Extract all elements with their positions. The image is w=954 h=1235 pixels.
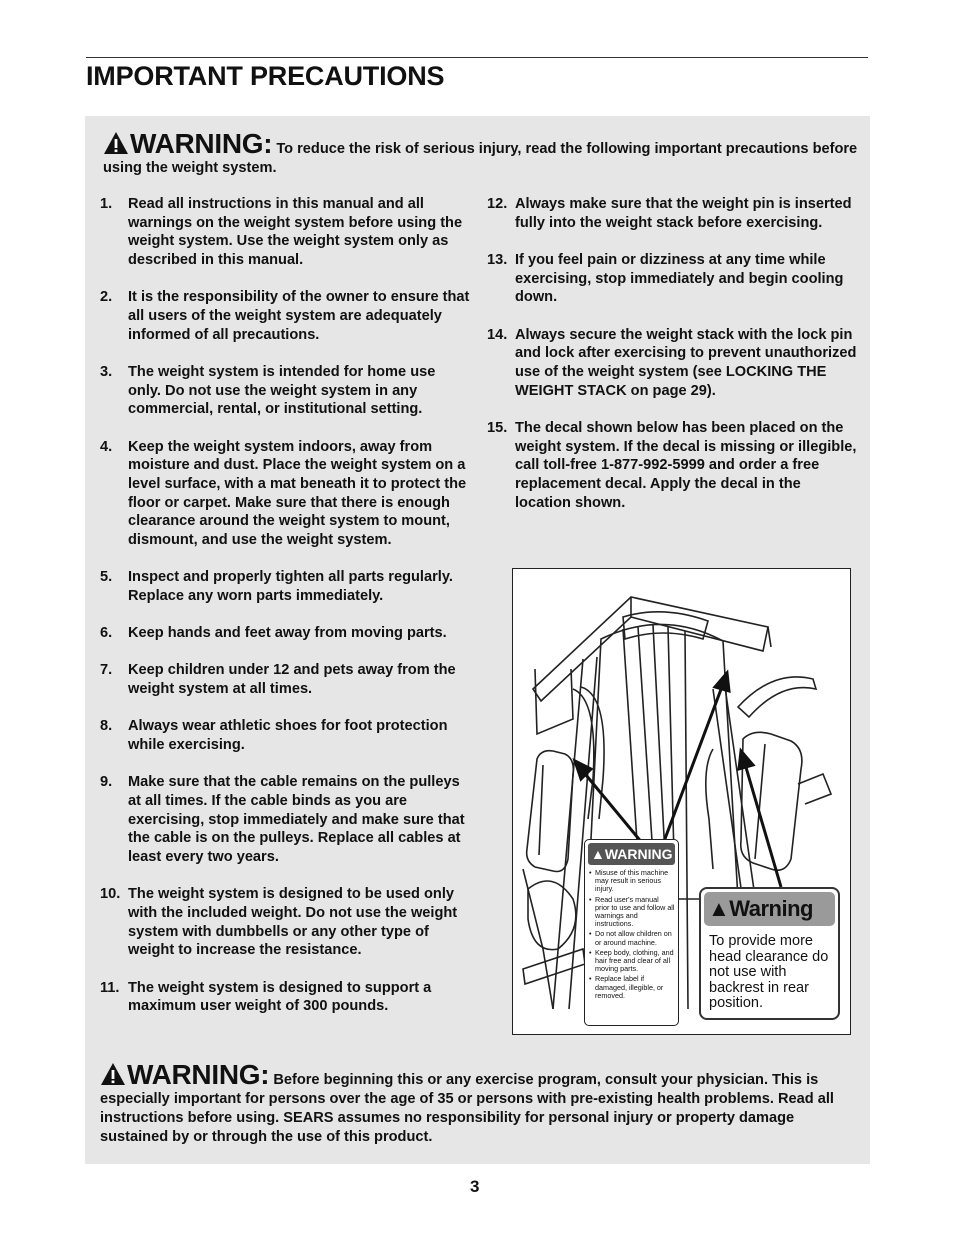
precaution-item — [100, 195, 470, 270]
precaution-item — [100, 288, 470, 344]
precaution-text: Always wear athletic shoes for foot protection while exercising. — [128, 718, 448, 753]
decal-small-header: ▲WARNING — [588, 843, 675, 865]
precaution-number: 1. — [100, 196, 113, 212]
decal-large-header-text: Warning — [729, 896, 813, 921]
precaution-number: 8. — [100, 718, 113, 735]
precaution-item — [100, 885, 470, 960]
precaution-text: Read all instructions in this manual and all warnings on the weight system before using the weight system. Use the weight system only as described in this manual. — [128, 196, 463, 269]
precaution-item — [100, 438, 470, 550]
decal-bullet: • Read user's manual prior to use and follow all warnings and instructions. — [589, 896, 675, 929]
warning-heading: WARNING: — [130, 128, 273, 159]
precautions-list-right — [487, 195, 857, 512]
precaution-text: Make sure that the cable remains on the pulleys at all times. If the cable binds as you are exercising, stop immediately and make sure that the cable is on the pulleys. Replace all cables at least every two years. — [128, 774, 465, 865]
precaution-text: The weight system is designed to be used only with the included weight. Do not use the weight system with dumbbells or any other type of weight to increase the resistance. — [128, 886, 458, 959]
decal-small-header-text: WARNING — [604, 846, 673, 862]
precaution-text: Keep children under 12 and pets away from the weight system at all times. — [128, 662, 456, 698]
precaution-text: Keep the weight system indoors, away from moisture and dust. Place the weight system on a level surface, with a mat beneath it to protect the floor or carpet. Make sure that there is enough clearance around the weight system to mount, dismount, and use the weight system. — [128, 438, 467, 549]
precaution-number: 4. — [100, 438, 113, 455]
page-title: IMPORTANT PRECAUTIONS — [86, 61, 445, 91]
precaution-number: 5. — [100, 569, 113, 586]
page-number: 3 — [470, 1177, 480, 1196]
precaution-number: 12. — [487, 196, 508, 212]
precaution-item — [100, 661, 470, 698]
decal-small-list — [585, 869, 678, 1000]
precaution-number: 6. — [100, 625, 113, 642]
warning-heading: WARNING: — [127, 1059, 270, 1090]
bottom-warning — [100, 1059, 860, 1147]
top-rule — [86, 57, 868, 58]
decal-large-warning — [699, 887, 840, 1020]
warning-triangle-icon — [103, 131, 129, 155]
decal-small-warning — [584, 839, 679, 1026]
decal-bullet: • Replace label if damaged, illegible, or removed. — [589, 975, 675, 1000]
precaution-item — [487, 251, 857, 307]
precaution-text: It is the responsibility of the owner to ensure that all users of the weight system are adequately informed of all precautions. — [128, 289, 470, 343]
decal-large-text: To provide more head clearance do not use with backrest in rear position. — [709, 933, 829, 1011]
decal-illustration — [512, 568, 851, 1035]
precaution-text: If you feel pain or dizziness at any time while exercising, stop immediately and begin cooling down. — [515, 251, 844, 306]
precaution-item — [100, 773, 470, 867]
precaution-item — [487, 195, 857, 232]
precaution-text: Keep hands and feet away from moving parts. — [128, 625, 447, 642]
precaution-number: 7. — [100, 662, 113, 679]
precaution-text: The decal shown below has been placed on the weight system. If the decal is missing or illegible, call toll-free 1-877-992-5999 and order a free replacement decal. Apply the decal in the location shown. — [515, 419, 857, 511]
warning-triangle-icon — [100, 1062, 126, 1086]
precaution-item — [100, 363, 470, 419]
top-warning — [103, 128, 863, 178]
precaution-number: 14. — [487, 326, 508, 343]
warning-text: To reduce the risk of serious injury, read the following important precautions before using the weight system. — [103, 141, 858, 176]
precaution-text: Always secure the weight stack with the lock pin and lock after exercising to prevent unauthorized use of the weight system (see LOCKING THE WEIGHT STACK on page 29). — [515, 326, 857, 399]
precaution-number: 13. — [487, 251, 508, 268]
precaution-number: 11. — [100, 979, 120, 996]
decal-bullet: • Do not allow children on or around machine. — [589, 930, 675, 946]
precaution-text: Inspect and properly tighten all parts regularly. Replace any worn parts immediately. — [128, 569, 453, 604]
precaution-item — [100, 979, 470, 1016]
precaution-item — [100, 568, 470, 605]
precaution-item — [487, 419, 857, 513]
warning-text: Before beginning this or any exercise program, consult your physician. This is especially important for persons over the age of 35 or persons with pre-existing health problems. Read all instructions before using. SEARS assumes no responsibility for personal injury or property damage sustained by or through the use of this product. — [100, 1072, 834, 1145]
precaution-text: The weight system is intended for home use only. Do not use the weight system in any commercial, rental, or institutional setting. — [128, 363, 436, 418]
decal-large-header: ▲Warning — [704, 892, 835, 926]
precaution-text: Always make sure that the weight pin is inserted fully into the weight stack before exercising. — [515, 196, 852, 231]
decal-bullet: • Keep body, clothing, and hair free and clear of all moving parts. — [589, 949, 675, 974]
precaution-number: 2. — [100, 289, 113, 306]
precautions-list-left — [100, 195, 470, 1016]
precaution-number: 3. — [100, 363, 113, 380]
precaution-number: 9. — [100, 774, 113, 791]
precaution-item — [487, 326, 857, 401]
precaution-text: The weight system is designed to support a maximum user weight of 300 pounds. — [128, 979, 432, 1015]
precaution-number: 15. — [487, 419, 508, 436]
precaution-item — [100, 717, 470, 754]
precaution-number: 10. — [100, 886, 121, 903]
decal-bullet: • Misuse of this machine may result in serious injury. — [589, 869, 675, 894]
precaution-item — [100, 624, 470, 643]
